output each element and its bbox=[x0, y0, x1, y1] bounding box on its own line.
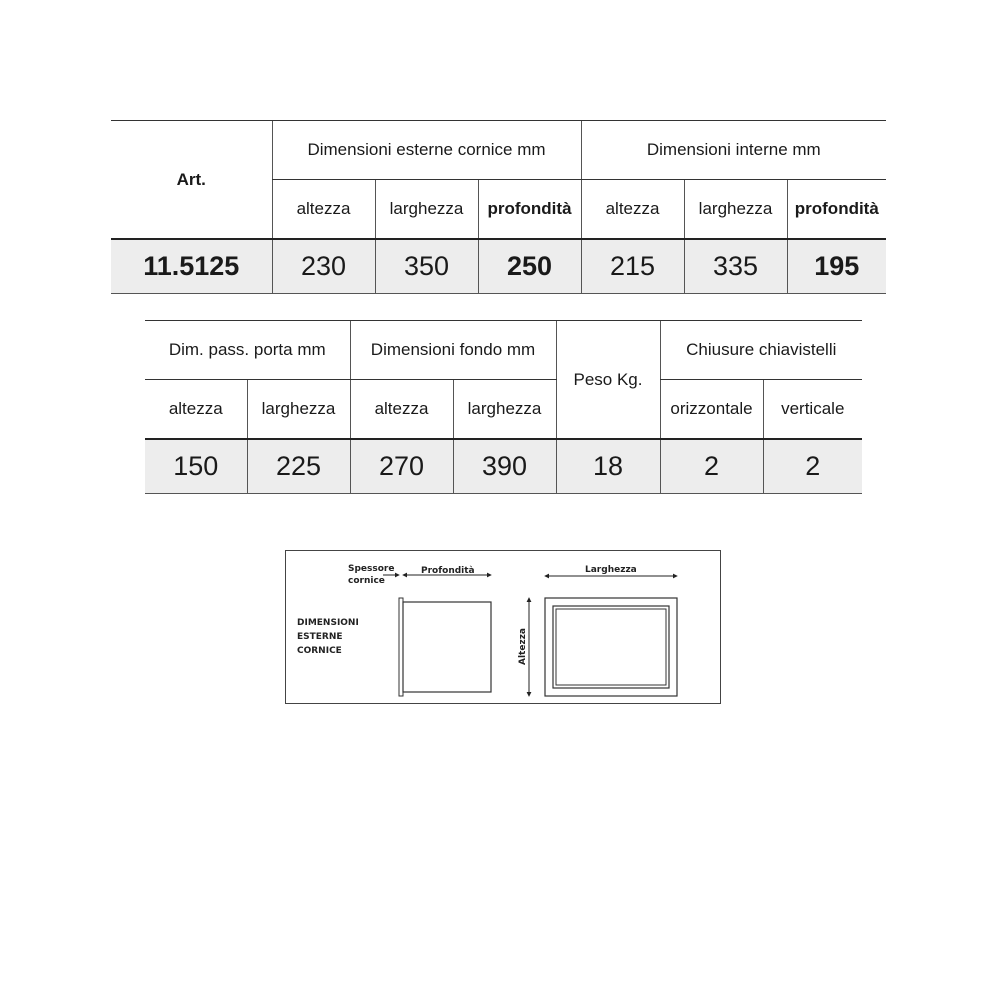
bottom-width-value: 390 bbox=[453, 439, 556, 494]
table-row bbox=[145, 439, 862, 494]
art-header: Art. bbox=[111, 121, 272, 240]
external-dimensions-header: Dimensioni esterne cornice mm bbox=[272, 121, 581, 180]
int-height-header: altezza bbox=[581, 180, 684, 240]
table-row bbox=[111, 239, 886, 294]
diagram-title-line3: CORNICE bbox=[297, 646, 342, 656]
diagram-title-line1: DIMENSIONI bbox=[297, 618, 359, 628]
int-width-header: larghezza bbox=[684, 180, 787, 240]
ext-width-header: larghezza bbox=[375, 180, 478, 240]
frame-thickness-shape bbox=[399, 598, 403, 696]
int-depth-value: 195 bbox=[787, 239, 886, 294]
ext-depth-value: 250 bbox=[478, 239, 581, 294]
int-width-value: 335 bbox=[684, 239, 787, 294]
safe-front-view bbox=[545, 598, 677, 696]
bottom-height-value: 270 bbox=[350, 439, 453, 494]
door-height-header: altezza bbox=[168, 399, 223, 418]
weight-header: Peso Kg. bbox=[556, 321, 660, 440]
ext-height-header: altezza bbox=[272, 180, 375, 240]
internal-dimensions-header: Dimensioni interne mm bbox=[581, 121, 886, 180]
specs-table bbox=[145, 320, 862, 494]
weight-value: 18 bbox=[556, 439, 660, 494]
vertical-locks-value: 2 bbox=[763, 439, 862, 494]
height-label: Altezza bbox=[518, 627, 528, 665]
horizontal-locks-header: orizzontale bbox=[660, 380, 763, 440]
bottom-width-header: larghezza bbox=[453, 380, 556, 440]
dimensions-table bbox=[111, 120, 886, 294]
door-width-header: larghezza bbox=[247, 380, 350, 440]
vertical-locks-header: verticale bbox=[763, 380, 862, 440]
depth-label: Profondità bbox=[421, 566, 475, 576]
door-height-value: 150 bbox=[145, 439, 247, 494]
bottom-height-header: altezza bbox=[350, 380, 453, 440]
bottom-dimensions-header: Dimensioni fondo mm bbox=[350, 321, 556, 380]
door-passage-header: Dim. pass. porta mm bbox=[145, 321, 350, 380]
door-width-value: 225 bbox=[247, 439, 350, 494]
thickness-label-line1: Spessore bbox=[348, 564, 395, 574]
diagram-title-line2: ESTERNE bbox=[297, 632, 343, 642]
int-depth-header: profondità bbox=[787, 180, 886, 240]
locks-header: Chiusure chiavistelli bbox=[660, 321, 862, 380]
thickness-label-line2: cornice bbox=[348, 576, 385, 586]
ext-depth-header: profondità bbox=[478, 180, 581, 240]
horizontal-locks-value: 2 bbox=[660, 439, 763, 494]
width-label: Larghezza bbox=[585, 565, 637, 575]
ext-height-value: 230 bbox=[272, 239, 375, 294]
ext-width-value: 350 bbox=[375, 239, 478, 294]
art-value: 11.5125 bbox=[111, 239, 272, 294]
safe-side-view bbox=[403, 602, 491, 692]
dimensions-diagram bbox=[285, 550, 721, 704]
int-height-value: 215 bbox=[581, 239, 684, 294]
